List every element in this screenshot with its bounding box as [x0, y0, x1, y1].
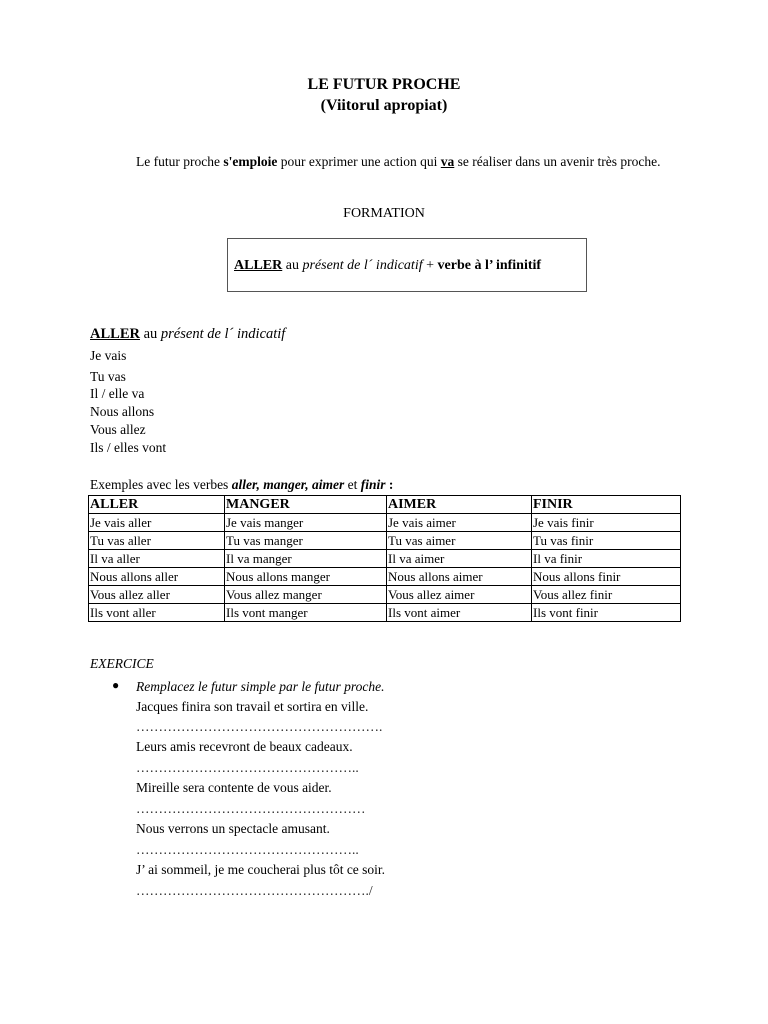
examples-verbs: aller, manger, aimer: [231, 477, 345, 492]
intro-va: va: [440, 154, 455, 169]
table-cell: Je vais finir: [532, 514, 681, 532]
exercise-sentence: Nous verrons un spectacle amusant.: [136, 821, 330, 836]
exercise-sentence: J’ ai sommeil, je me coucherai plus tôt ce soir.: [136, 862, 386, 877]
table-header: FINIR: [532, 496, 681, 514]
exercise-instruction: Remplacez le futur simple par le futur proche.: [136, 679, 385, 694]
intro-text-3: se réaliser dans un avenir très proche.: [454, 154, 661, 169]
intro-paragraph: [90, 151, 680, 172]
exercise-sentence: Leurs amis recevront de beaux cadeaux.: [136, 739, 353, 754]
table-cell: Vous allez finir: [532, 586, 681, 604]
answer-line[interactable]: …………………………………………..: [136, 842, 359, 857]
table-row: [89, 514, 681, 532]
table-cell: Ils vont aimer: [387, 604, 532, 622]
table-cell: Je vais aller: [89, 514, 225, 532]
examples-et: et: [344, 477, 361, 492]
answer-line[interactable]: ……………………………………………….: [136, 719, 383, 734]
table-cell: Nous allons aimer: [387, 568, 532, 586]
rule-present: présent de l´ indicatif: [302, 258, 423, 273]
conjugation-item: Je vais: [90, 348, 127, 363]
table-cell: Nous allons manger: [225, 568, 387, 586]
table-cell: Vous allez aimer: [387, 586, 532, 604]
table-row: [89, 568, 681, 586]
conj-aller: ALLER: [90, 326, 140, 342]
table-cell: Vous allez manger: [225, 586, 387, 604]
table-header-row: [89, 496, 681, 514]
table-row: [89, 586, 681, 604]
rule-plus: +: [422, 258, 438, 273]
table-cell: Nous allons aller: [89, 568, 225, 586]
table-cell: Tu vas aimer: [387, 532, 532, 550]
title: LE FUTUR PROCHE: [307, 76, 461, 93]
table-cell: Tu vas manger: [225, 532, 387, 550]
answer-line[interactable]: ……………………………………………./: [136, 883, 373, 898]
table-header: AIMER: [387, 496, 532, 514]
table-row: [89, 532, 681, 550]
table-cell: Tu vas finir: [532, 532, 681, 550]
subtitle: (Viitorul apropiat): [320, 97, 448, 114]
conjugation-table: [88, 495, 681, 622]
table-cell: Ils vont finir: [532, 604, 681, 622]
table-cell: Je vais manger: [225, 514, 387, 532]
answer-line[interactable]: …………………………………………..: [136, 760, 359, 775]
conjugation-item: Ils / elles vont: [90, 440, 167, 455]
rule-formula: [234, 258, 541, 274]
answer-line[interactable]: ……………………………………………: [136, 801, 366, 816]
table-header: ALLER: [89, 496, 225, 514]
table-row: [89, 604, 681, 622]
conjugation-item: Tu vas: [90, 369, 126, 384]
table-row: [89, 550, 681, 568]
rule-verb-infinitive: verbe à l’ infinitif: [437, 258, 542, 273]
examples-intro: [90, 477, 393, 493]
table-cell: Nous allons finir: [532, 568, 681, 586]
exercise-sentence: Mireille sera contente de vous aider.: [136, 780, 332, 795]
intro-text-1: Le futur proche: [136, 154, 224, 169]
formation-heading: FORMATION: [343, 206, 425, 221]
conjugation-item: Vous allez: [90, 422, 146, 437]
examples-finir: finir: [360, 477, 386, 492]
table-cell: Il va aimer: [387, 550, 532, 568]
table-cell: Il va manger: [225, 550, 387, 568]
conj-au: au: [139, 326, 161, 342]
conjugation-item: Nous allons: [90, 404, 155, 419]
table-cell: Je vais aimer: [387, 514, 532, 532]
examples-colon: :: [385, 477, 394, 492]
exercise-sentence: Jacques finira son travail et sortira en ville.: [136, 699, 369, 714]
exercise-title: EXERCICE: [90, 656, 154, 671]
bullet-icon: ●: [112, 678, 120, 692]
examples-text: Exemples avec les verbes: [90, 477, 232, 492]
table-cell: Il va finir: [532, 550, 681, 568]
table-cell: Il va aller: [89, 550, 225, 568]
rule-au: au: [282, 258, 303, 273]
table-header: MANGER: [225, 496, 387, 514]
conjugation-heading: [90, 326, 285, 343]
intro-emploie: s'emploie: [223, 154, 278, 169]
table-cell: Tu vas aller: [89, 532, 225, 550]
table-cell: Ils vont manger: [225, 604, 387, 622]
rule-aller: ALLER: [234, 258, 283, 273]
table-cell: Vous allez aller: [89, 586, 225, 604]
table-cell: Ils vont aller: [89, 604, 225, 622]
intro-text-2: pour exprimer une action qui: [277, 154, 441, 169]
conj-present: présent de l´ indicatif: [160, 326, 286, 342]
conjugation-item: Il / elle va: [90, 386, 145, 401]
